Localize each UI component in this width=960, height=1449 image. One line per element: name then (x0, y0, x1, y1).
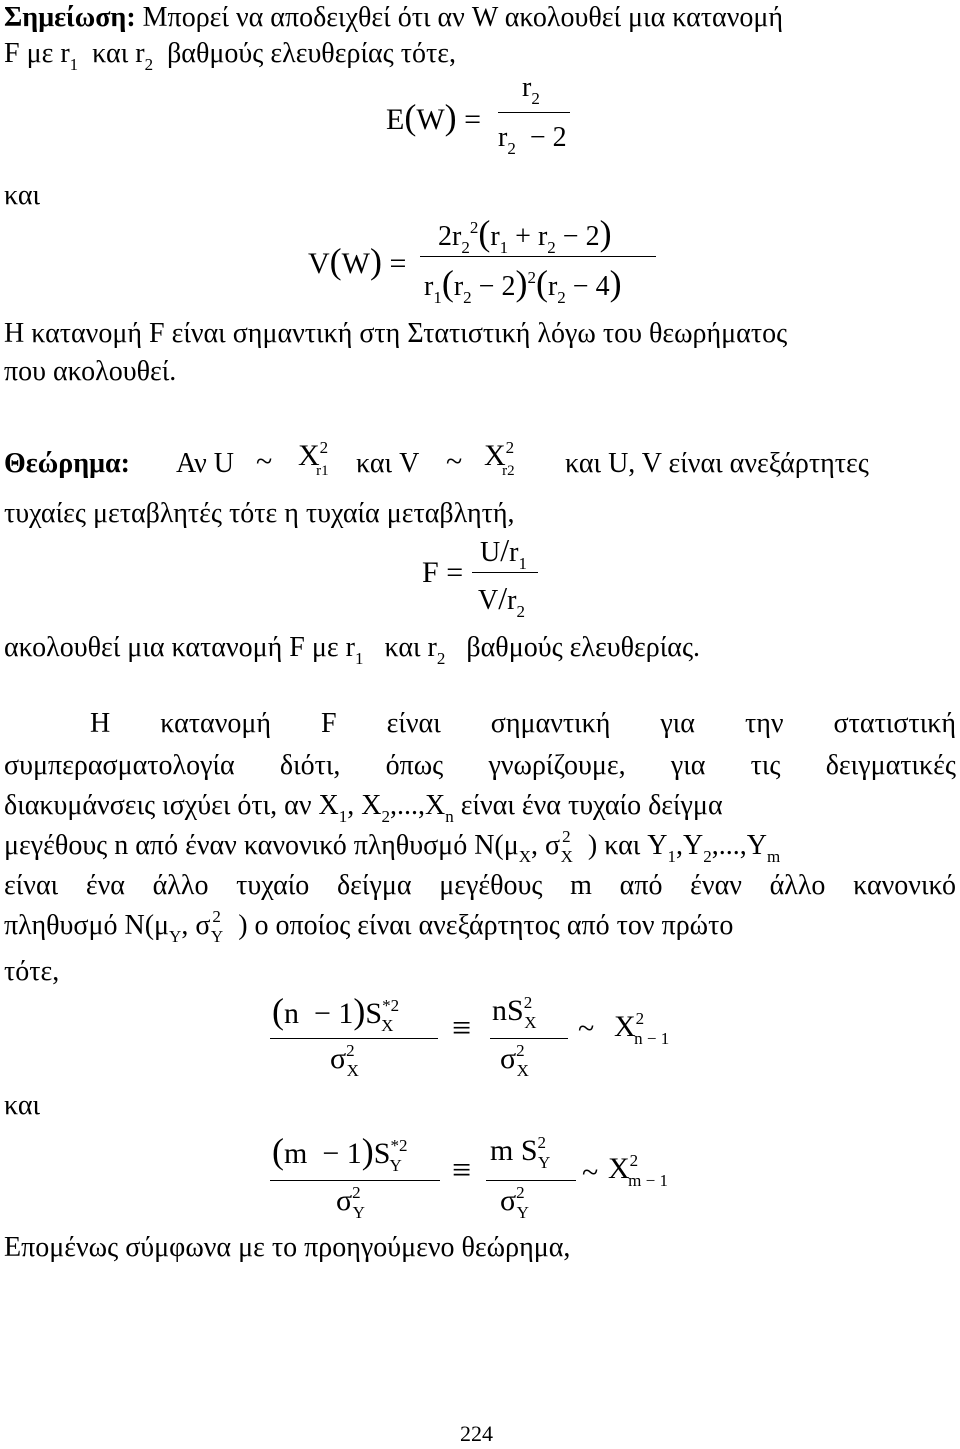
note-paragraph (4, 2, 783, 34)
theorem-line1 (4, 448, 130, 480)
note-label: Σημείωση: (4, 2, 136, 33)
inference-line3: διακυμάνσεις ισχύει ότι, αν $X_1$, $X_2,...,X_n$ είναι ένα τυχαίο δείγμα (4, 790, 723, 826)
kai-2: και (4, 1090, 41, 1121)
note-line1: Μπορεί να αποδειχθεί ότι αν W ακολουθεί μια κατανομή (135, 2, 784, 33)
theorem-independent: και U, V είναι ανεξάρτητες (565, 448, 869, 479)
importance-line1: Η κατανομή F είναι σημαντική στη Στατιστική λόγω του θεωρήματος (4, 318, 788, 349)
inference-line4: μεγέθους n από έναν κανονικό πληθυσμό $N(\mu_X$, σ $^2_X$ ) και $Y_1,Y_2,...,Y_m$ (4, 827, 781, 866)
page-number: 224 (460, 1421, 493, 1446)
theorem-line3: ακολουθεί μια κατανομή F με $r_1$ και $r_2$ βαθμούς ελευθερίας. (4, 632, 701, 668)
theorem-kai-v: και V (356, 448, 420, 479)
tilde-2: ~ (446, 445, 463, 478)
tilde-1: ~ (256, 445, 273, 478)
inference-line1: Η κατανομή F είναι σημαντική για την στατιστική (90, 708, 956, 739)
chi-r1: $X^2_{r1}$ (298, 438, 329, 479)
closing-line: Επομένως σύμφωνα με το προηγούμενο θεώρημα, (4, 1232, 571, 1263)
importance-line2: που ακολουθεί. (4, 356, 177, 387)
inference-line7: τότε, (4, 956, 60, 987)
inference-line6: πληθυσμό $N(\mu_Y$, σ $^2_Y$ ) ο οποίος είναι ανεξάρτητος από τον πρώτο (4, 907, 734, 946)
kai-1: και (4, 180, 41, 211)
note-line2: F με $r_1$ και $r_2$ βαθμούς ελευθερίας τότε, (4, 38, 457, 74)
theorem-line2: τυχαίες μεταβλητές τότε η τυχαία μεταβλητή, (4, 498, 515, 529)
inference-line2: συμπερασματολογία διότι, όπως γνωρίζουμε, για τις δειγματικές (4, 750, 956, 781)
theorem-label: Θεώρημα: (4, 448, 130, 479)
chi-r2: $X^2_{r2}$ (484, 438, 515, 479)
theorem-an-u: Αν U (176, 448, 235, 479)
inference-line5: είναι ένα άλλο τυχαίο δείγμα μεγέθους m από έναν άλλο κανονικό (4, 870, 956, 901)
